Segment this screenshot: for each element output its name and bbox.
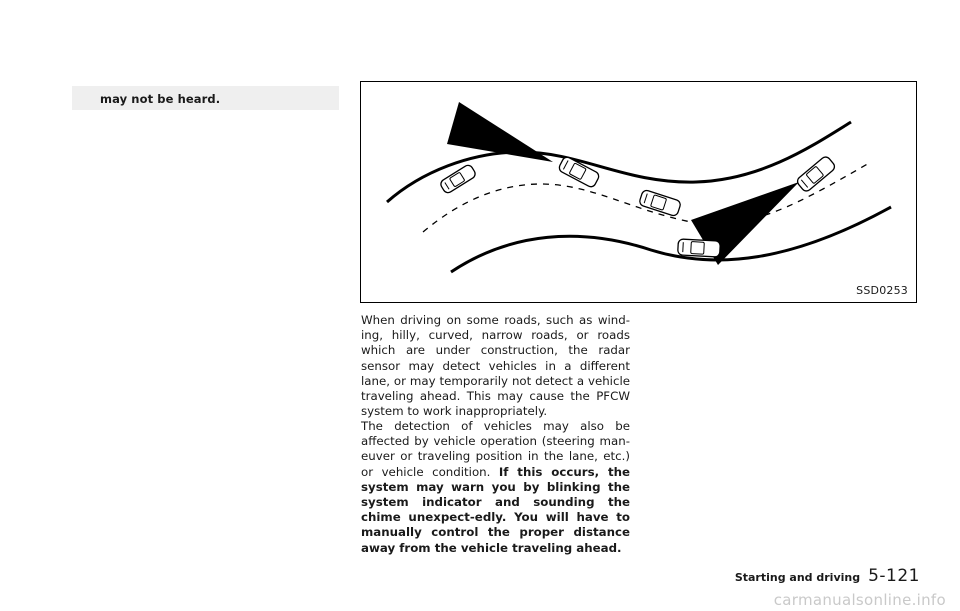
page-footer xyxy=(735,566,920,586)
watermark: carmanualsonline.info xyxy=(773,591,946,609)
paragraph-text: When driving on some roads, such as wind-ing, hilly, curved, narrow roads, or roads which are under construction, the radar sensor may detect vehicles in a different lane, or may temporarily not detect a vehicle traveling ahead. This may cause the PFCW system to work inappropriately. xyxy=(361,313,630,419)
footer-section-title: Starting and driving xyxy=(734,571,861,584)
body-paragraph xyxy=(361,419,630,556)
figure-code: SSD0253 xyxy=(856,284,908,297)
car-icon xyxy=(796,155,837,193)
note-text: may not be heard. xyxy=(100,92,221,106)
radar-beam-icon xyxy=(447,102,553,162)
note-box xyxy=(72,86,339,110)
body-paragraph xyxy=(361,313,630,419)
road-scene xyxy=(361,82,917,303)
page-number: 5-121 xyxy=(868,566,920,586)
car-icon xyxy=(639,189,682,217)
car-icon xyxy=(678,239,721,257)
warning-text: If this occurs, the system may warn you by blinking the system indicator and sounding the chime unexpect-edly. You will have to manually control the proper distance away from the vehicle traveling ahead. xyxy=(361,464,630,555)
paragraph-text: The detection of vehicles may also be affected by vehicle operation (steering man-euver or traveling position in the lane, etc.) or vehicle condition. xyxy=(361,419,630,479)
road-illustration xyxy=(360,81,917,303)
